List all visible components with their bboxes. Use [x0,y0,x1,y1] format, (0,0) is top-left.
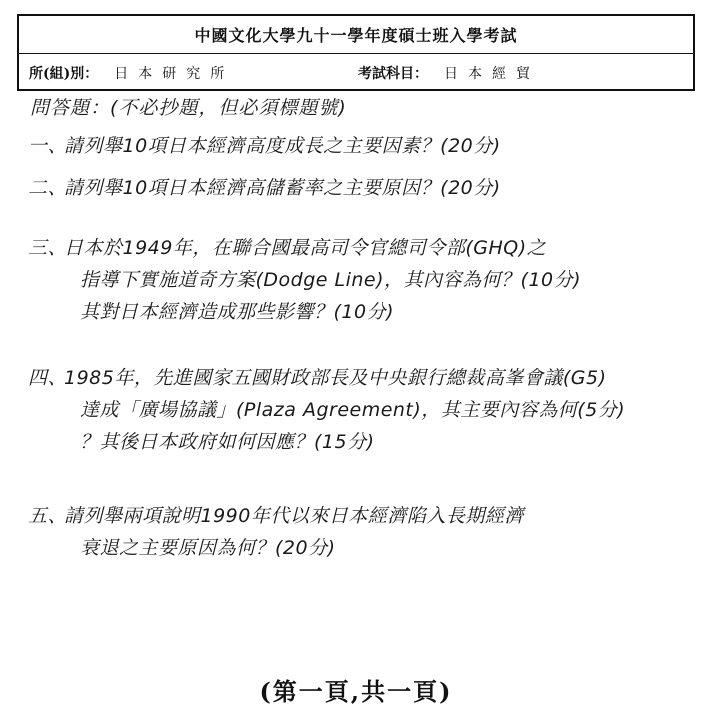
exam-info-row [19,54,693,91]
department-value: 日本研究所 [114,65,235,82]
question-2 [28,172,708,204]
subject-cell [358,63,693,83]
question-text: 1985年，先進國家五國財政部長及中央銀行總裁高峯會議(G5) [64,367,607,389]
question-text: 請列舉10項日本經濟高儲蓄率之主要原因？(20分) [64,177,501,199]
page-footer: (第一頁,共一頁) [259,677,453,706]
question-5 [28,500,708,564]
question-number: 五、 [28,505,68,527]
question-number: 四、 [28,367,68,389]
question-line [28,232,708,264]
question-line [28,362,708,394]
question-number: 三、 [28,237,68,259]
subject-value: 日本經貿 [444,65,540,82]
question-line: 衰退之主要原因為何？(20分) [80,537,336,559]
question-text: 請列舉10項日本經濟高度成長之主要因素？(20分) [64,135,501,157]
question-line: 其對日本經濟造成那些影響？(10分) [80,301,395,323]
exam-header-table [17,14,695,91]
exam-title: 中國文化大學九十一學年度碩士班入學考試 [19,16,693,54]
question-line [28,500,708,532]
question-1 [28,130,708,162]
question-number: 一、 [28,135,68,157]
department-label: 所(組)別： [29,65,99,82]
question-line: 指導下實施道奇方案(Dodge Line)，其內容為何？(10分) [80,269,582,291]
department-cell [19,63,358,83]
subject-label: 考試科目： [358,65,428,82]
question-line [28,130,708,162]
question-line: 達成「廣場協議」(Plaza Agreement)，其主要內容為何(5分) [80,399,626,421]
instruction-text: 問答題：(不必抄題，但必須標題號) [30,97,347,119]
question-line [28,172,708,204]
question-text: 日本於1949年，在聯合國最高司令官總司令部(GHQ)之 [64,237,547,259]
question-area [28,92,708,559]
question-text: 請列舉兩項說明1990年代以來日本經濟陷入長期經濟 [64,505,524,527]
question-number: 二、 [28,177,68,199]
question-3 [28,232,708,328]
question-4 [28,362,708,458]
question-line: ？其後日本政府如何因應？(15分) [80,431,375,453]
